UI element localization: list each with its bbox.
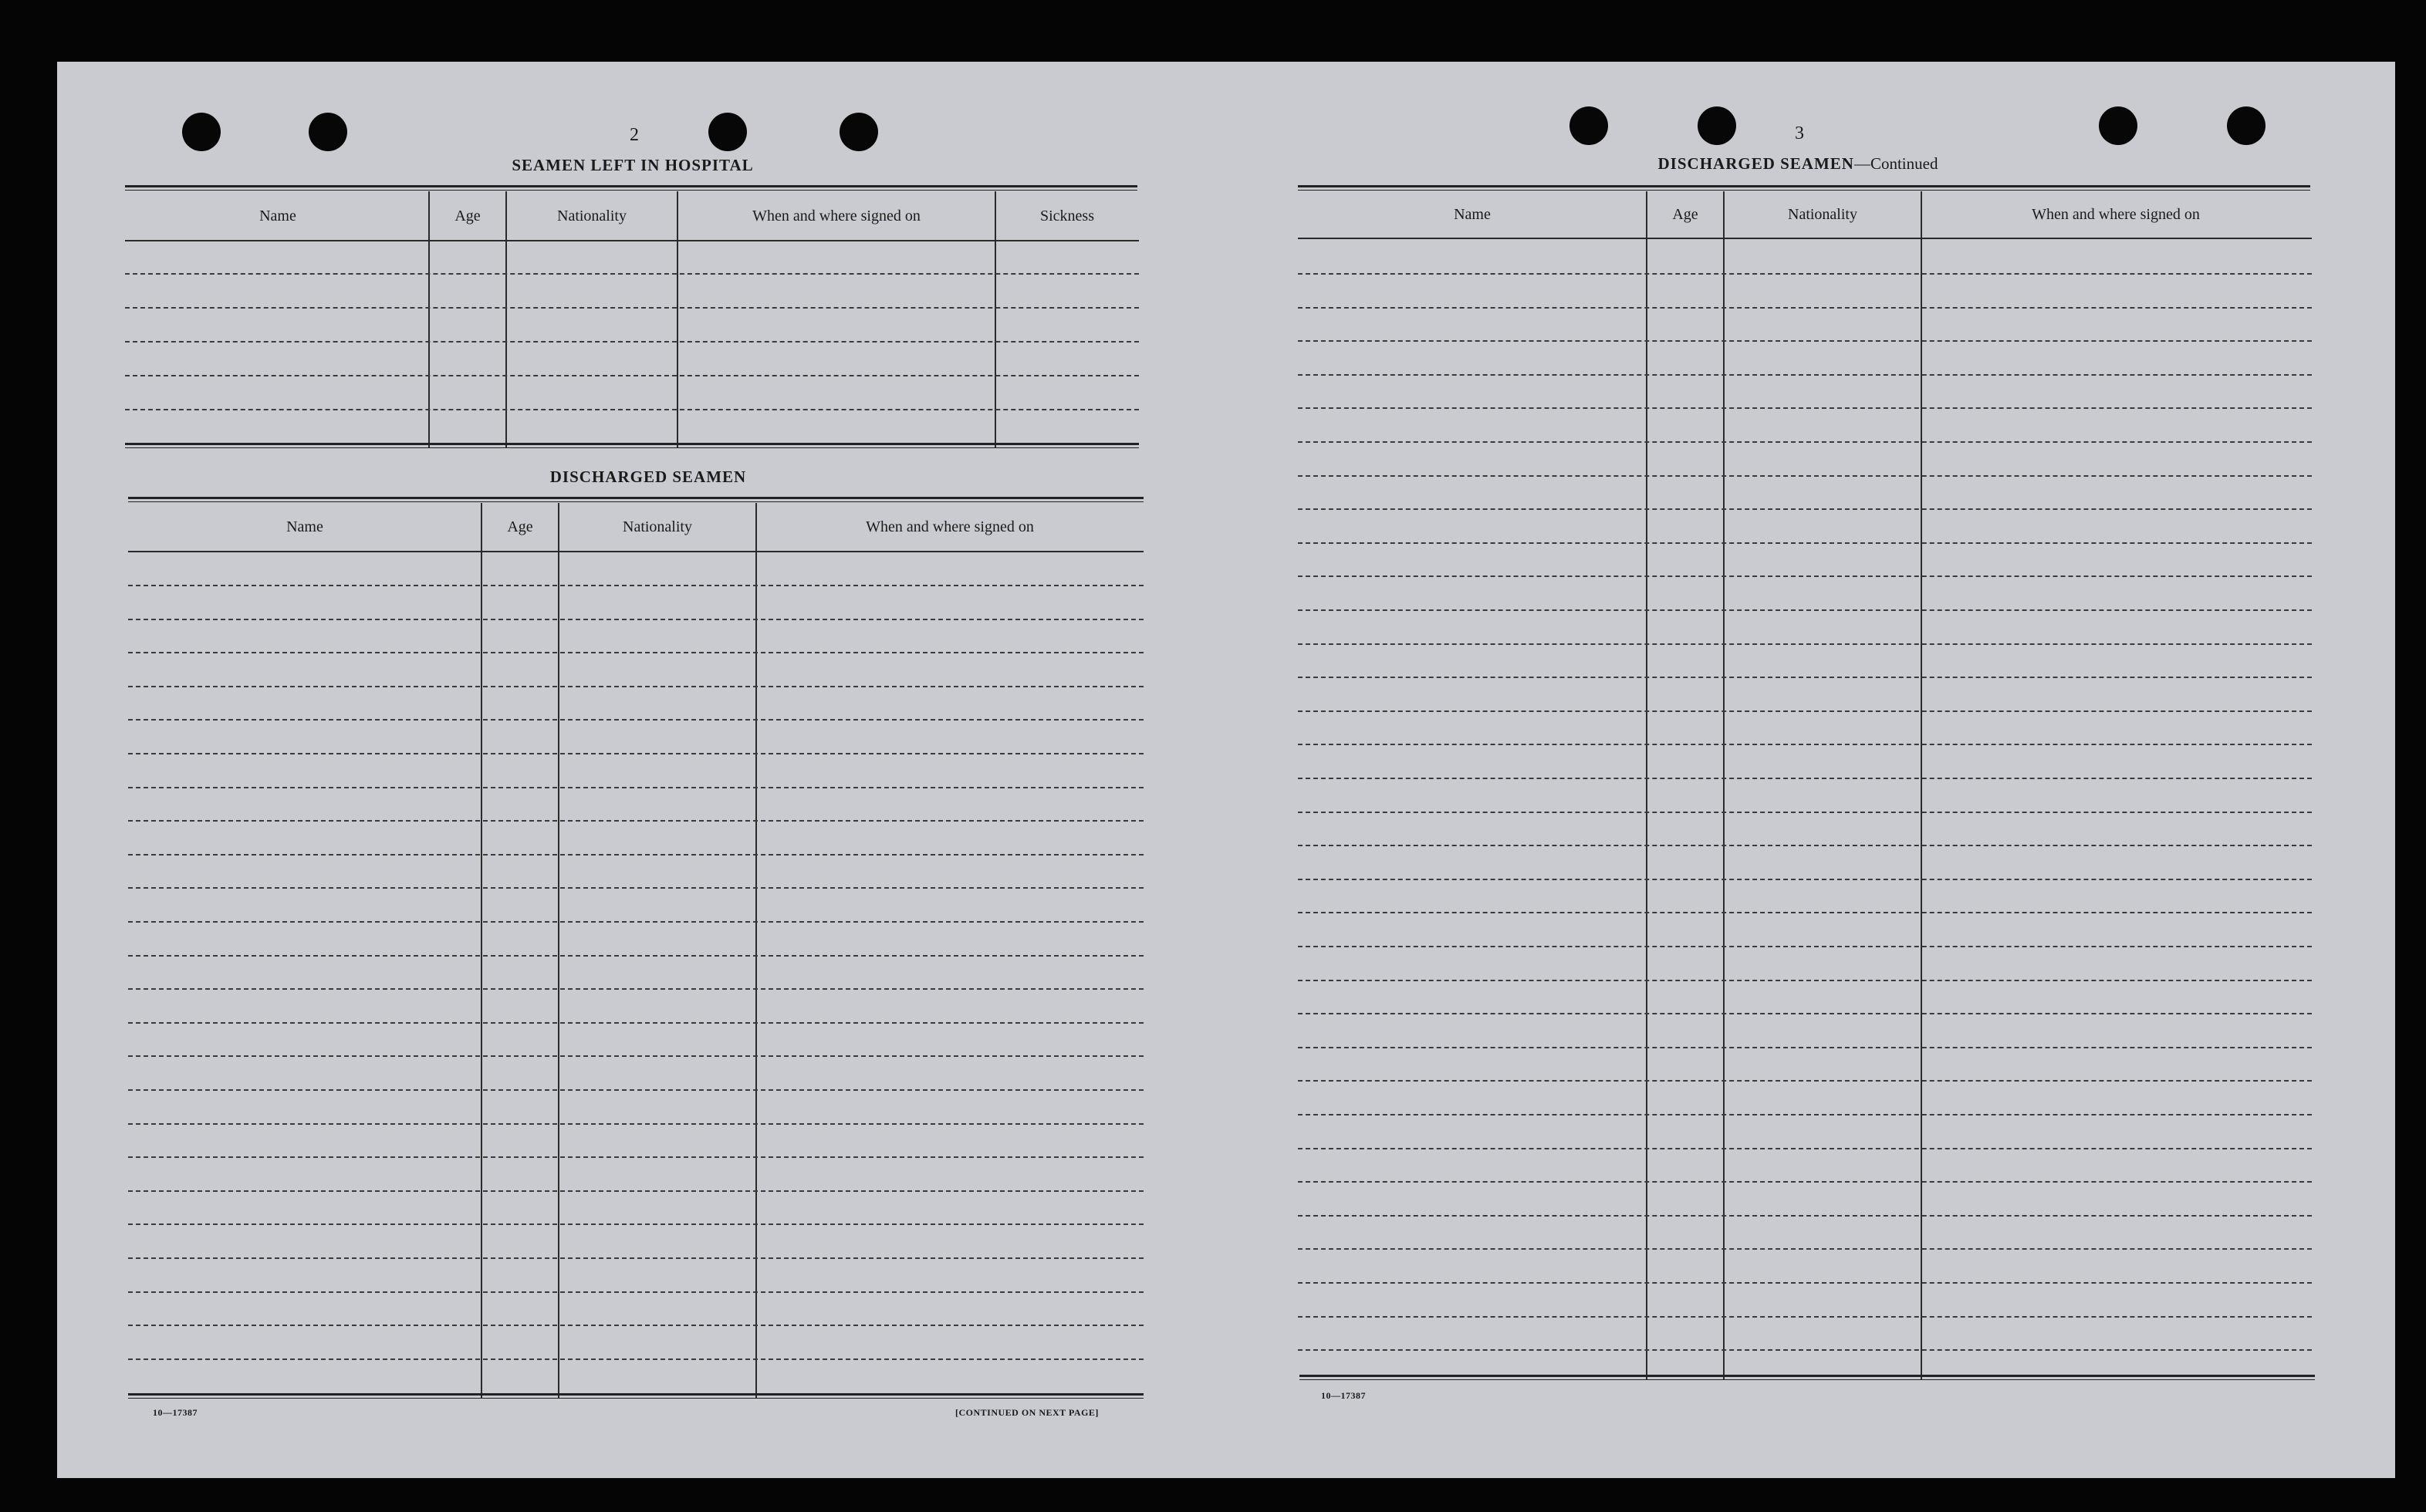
entry-row bbox=[1298, 407, 2312, 409]
entry-row bbox=[1298, 1349, 2312, 1351]
col-head-signed-on: When and where signed on bbox=[2032, 205, 2200, 223]
entry-row bbox=[1298, 1282, 2312, 1284]
punch-hole bbox=[309, 113, 347, 151]
entry-row bbox=[1298, 744, 2312, 745]
col-head-age: Age bbox=[1672, 205, 1698, 223]
entry-row bbox=[128, 1055, 1144, 1057]
col-head-nationality: Nationality bbox=[623, 518, 692, 535]
header-bottom-rule bbox=[125, 240, 1139, 241]
hospital-header-rule bbox=[125, 185, 1137, 191]
entry-row bbox=[1298, 946, 2312, 947]
col-head-nationality: Nationality bbox=[1788, 205, 1857, 223]
right-title-main: DISCHARGED SEAMEN bbox=[1657, 154, 1854, 173]
col-head-age: Age bbox=[454, 207, 481, 224]
entry-row bbox=[1298, 677, 2312, 678]
entry-row bbox=[1298, 1080, 2312, 1082]
col-head-age: Age bbox=[507, 518, 533, 535]
col-divider bbox=[1646, 191, 1647, 1379]
entry-row bbox=[128, 787, 1144, 788]
entry-row bbox=[1298, 1013, 2312, 1014]
entry-row bbox=[128, 955, 1144, 957]
entry-row bbox=[128, 686, 1144, 687]
entry-row bbox=[128, 1291, 1144, 1293]
entry-row bbox=[128, 652, 1144, 653]
entry-row bbox=[128, 820, 1144, 822]
discharged-header-rule bbox=[128, 497, 1144, 502]
col-divider bbox=[1921, 191, 1922, 1379]
page-number-left: 2 bbox=[630, 125, 639, 145]
col-divider bbox=[755, 503, 757, 1398]
continued-note: [CONTINUED ON NEXT PAGE] bbox=[955, 1407, 1099, 1418]
col-head-signed-on: When and where signed on bbox=[866, 518, 1034, 535]
entry-row bbox=[1298, 1316, 2312, 1318]
entry-row bbox=[128, 753, 1144, 754]
col-divider bbox=[1723, 191, 1725, 1379]
entry-row bbox=[1298, 374, 2312, 376]
form-number-left: 10—17387 bbox=[153, 1407, 198, 1418]
page-number-right: 3 bbox=[1795, 123, 1804, 143]
punch-hole bbox=[2099, 106, 2137, 145]
entry-row bbox=[1298, 1248, 2312, 1250]
entry-row bbox=[1298, 307, 2312, 309]
entry-row bbox=[1298, 643, 2312, 645]
entry-row bbox=[1298, 1215, 2312, 1217]
entry-row bbox=[128, 1022, 1144, 1024]
punch-hole bbox=[708, 113, 747, 151]
entry-row bbox=[1298, 845, 2312, 846]
entry-row bbox=[125, 273, 1139, 275]
right-section-title bbox=[1605, 154, 1991, 174]
entry-row bbox=[1298, 879, 2312, 880]
entry-row bbox=[128, 988, 1144, 990]
right-title-suffix: —Continued bbox=[1853, 154, 1938, 173]
entry-row bbox=[128, 1223, 1144, 1225]
punch-hole bbox=[1698, 106, 1736, 145]
entry-row bbox=[125, 341, 1139, 343]
entry-row bbox=[1298, 508, 2312, 510]
entry-row bbox=[1298, 273, 2312, 275]
punch-hole bbox=[182, 113, 221, 151]
hospital-section-title: SEAMEN LEFT IN HOSPITAL bbox=[512, 156, 754, 174]
entry-row bbox=[1298, 980, 2312, 981]
entry-row bbox=[1298, 609, 2312, 611]
right-footer-rule bbox=[1299, 1375, 2315, 1380]
entry-row bbox=[128, 719, 1144, 721]
entry-row bbox=[1298, 1047, 2312, 1048]
entry-row bbox=[1298, 1148, 2312, 1149]
punch-hole bbox=[2227, 106, 2266, 145]
col-head-name: Name bbox=[259, 207, 296, 224]
header-bottom-rule bbox=[128, 551, 1144, 552]
entry-row bbox=[125, 409, 1139, 410]
entry-row bbox=[1298, 1181, 2312, 1183]
entry-row bbox=[128, 854, 1144, 856]
entry-row bbox=[1298, 441, 2312, 443]
col-divider bbox=[481, 503, 482, 1398]
entry-row bbox=[1298, 912, 2312, 913]
entry-row bbox=[128, 619, 1144, 620]
entry-row bbox=[1298, 542, 2312, 544]
entry-row bbox=[128, 1156, 1144, 1158]
entry-row bbox=[1298, 575, 2312, 577]
punch-hole bbox=[1569, 106, 1608, 145]
entry-row bbox=[128, 585, 1144, 586]
col-head-signed-on: When and where signed on bbox=[752, 207, 921, 224]
col-head-name: Name bbox=[286, 518, 323, 535]
entry-row bbox=[128, 1358, 1144, 1360]
discharged-footer-rule bbox=[128, 1393, 1144, 1399]
entry-row bbox=[1298, 710, 2312, 712]
entry-row bbox=[1298, 1114, 2312, 1115]
col-head-nationality: Nationality bbox=[557, 207, 627, 224]
entry-row bbox=[1298, 812, 2312, 813]
entry-row bbox=[128, 1089, 1144, 1091]
punch-hole bbox=[840, 113, 878, 151]
entry-row bbox=[128, 1123, 1144, 1125]
col-divider bbox=[558, 503, 559, 1398]
entry-row bbox=[1298, 475, 2312, 477]
form-number-right: 10—17387 bbox=[1321, 1390, 1366, 1401]
entry-row bbox=[1298, 340, 2312, 342]
entry-row bbox=[125, 375, 1139, 376]
discharged-section-title: DISCHARGED SEAMEN bbox=[549, 467, 747, 486]
header-bottom-rule bbox=[1298, 238, 2312, 239]
entry-row bbox=[1298, 778, 2312, 779]
entry-row bbox=[128, 1257, 1144, 1259]
col-head-name: Name bbox=[1454, 205, 1491, 223]
right-header-rule bbox=[1298, 185, 2310, 191]
col-head-sickness: Sickness bbox=[1040, 207, 1094, 224]
entry-row bbox=[128, 1325, 1144, 1326]
entry-row bbox=[125, 307, 1139, 309]
entry-row bbox=[128, 921, 1144, 923]
entry-row bbox=[128, 887, 1144, 889]
entry-row bbox=[128, 1190, 1144, 1192]
hospital-footer-rule bbox=[125, 443, 1139, 448]
